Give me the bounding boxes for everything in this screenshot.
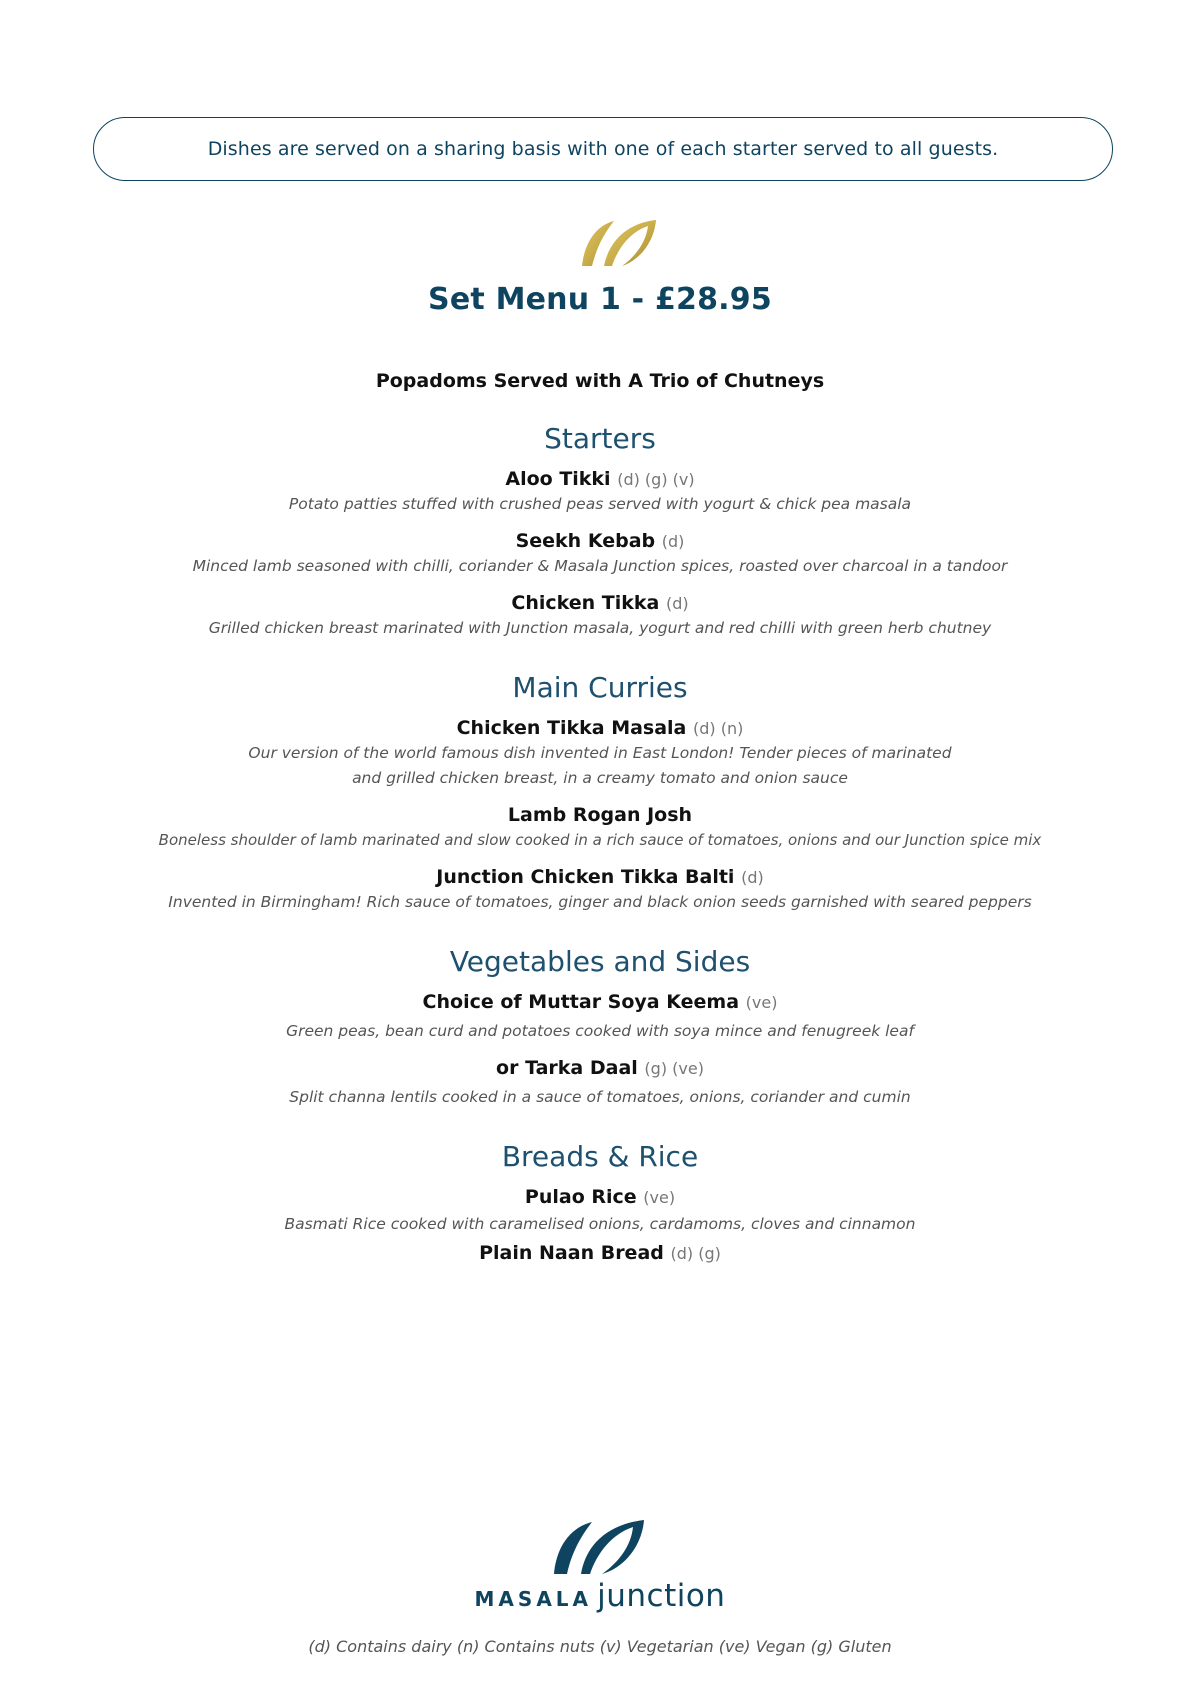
section-vegetables-sides xyxy=(0,945,1200,1110)
section-breads-rice xyxy=(0,1140,1200,1266)
dish-name: Pulao Rice xyxy=(524,1186,637,1208)
allergen-legend: (d) Contains dairy (n) Contains nuts (v) Vegetarian (ve) Vegan (g) Gluten xyxy=(308,1637,892,1656)
dish-name: Lamb Rogan Josh xyxy=(507,804,693,826)
popadoms-line: Popadoms Served with A Trio of Chutneys xyxy=(375,370,825,392)
brand-logo xyxy=(0,1518,1200,1614)
leaf-logo-icon xyxy=(552,1518,648,1576)
section-title: Breads & Rice xyxy=(501,1140,699,1173)
dietary-tags: (ve) xyxy=(643,1188,676,1207)
dish-description: Green peas, bean curd and potatoes cooked with soya mince and fenugreek leaf xyxy=(286,1022,914,1040)
dietary-tags: (d) (g) (v) xyxy=(617,470,695,489)
dietary-tags: (d) (g) xyxy=(670,1244,721,1263)
dish-name: Seekh Kebab xyxy=(515,530,656,552)
gold-leaf-icon xyxy=(580,218,660,268)
dish-description: Boneless shoulder of lamb marinated and slow cooked in a rich sauce of tomatoes, onions and our Junction spice mix xyxy=(158,831,1042,849)
dish-name: Chicken Tikka Masala xyxy=(456,717,687,739)
menu-title: Set Menu 1 - £28.95 xyxy=(428,282,772,317)
section-main-curries xyxy=(0,671,1200,915)
dish-name: or Tarka Daal xyxy=(496,1057,638,1079)
dish-description: Basmati Rice cooked with caramelised onions, cardamoms, cloves and cinnamon xyxy=(284,1215,916,1233)
dietary-tags: (d) xyxy=(661,532,685,551)
dish-item xyxy=(0,865,1200,915)
dietary-tags: (ve) xyxy=(745,993,778,1012)
dish-name: Plain Naan Bread xyxy=(479,1242,664,1264)
dish-item xyxy=(0,716,1200,791)
dish-description: Potato patties stuffed with crushed peas served with yogurt & chick pea masala xyxy=(288,495,912,513)
dish-description: Grilled chicken breast marinated with Junction masala, yogurt and red chilli with green herb chutney xyxy=(208,619,992,637)
dish-description-continued: and grilled chicken breast, in a creamy tomato and onion sauce xyxy=(352,769,848,787)
dish-description: Split channa lentils cooked in a sauce of tomatoes, onions, coriander and cumin xyxy=(289,1088,911,1106)
dish-item xyxy=(0,591,1200,641)
section-starters xyxy=(0,422,1200,641)
dish-description: Minced lamb seasoned with chilli, coriander & Masala Junction spices, roasted over charcoal in a tandoor xyxy=(192,557,1008,575)
dish-item xyxy=(0,803,1200,853)
sharing-notice-text: Dishes are served on a sharing basis with one of each starter served to all guests. xyxy=(207,138,999,160)
dish-item xyxy=(0,529,1200,579)
dish-name: Choice of Muttar Soya Keema xyxy=(422,991,740,1013)
dish-item xyxy=(0,1185,1200,1237)
dish-description: Invented in Birmingham! Rich sauce of tomatoes, ginger and black onion seeds garnished with seared peppers xyxy=(168,893,1032,911)
menu-body xyxy=(0,370,1200,1296)
dietary-tags: (g) (ve) xyxy=(644,1059,704,1078)
brand-name-masala: MASALA xyxy=(474,1587,593,1611)
brand-name-junction: junction xyxy=(597,1578,726,1614)
section-title: Vegetables and Sides xyxy=(449,945,751,978)
dish-name: Chicken Tikka xyxy=(511,592,660,614)
dish-item xyxy=(0,1241,1200,1266)
section-title: Starters xyxy=(544,422,656,455)
section-title: Main Curries xyxy=(512,671,688,704)
dish-name: Aloo Tikki xyxy=(505,468,611,490)
dish-description: Our version of the world famous dish invented in East London! Tender pieces of marinated xyxy=(248,744,952,762)
dish-name: Junction Chicken Tikka Balti xyxy=(436,866,735,888)
brand-wordmark xyxy=(0,1578,1200,1614)
dietary-tags: (d) (n) xyxy=(693,719,744,738)
sharing-notice xyxy=(93,117,1113,181)
dish-item xyxy=(0,467,1200,517)
dish-item xyxy=(0,1056,1200,1110)
dish-item xyxy=(0,990,1200,1044)
dietary-tags: (d) xyxy=(665,594,689,613)
dietary-tags: (d) xyxy=(741,868,764,887)
